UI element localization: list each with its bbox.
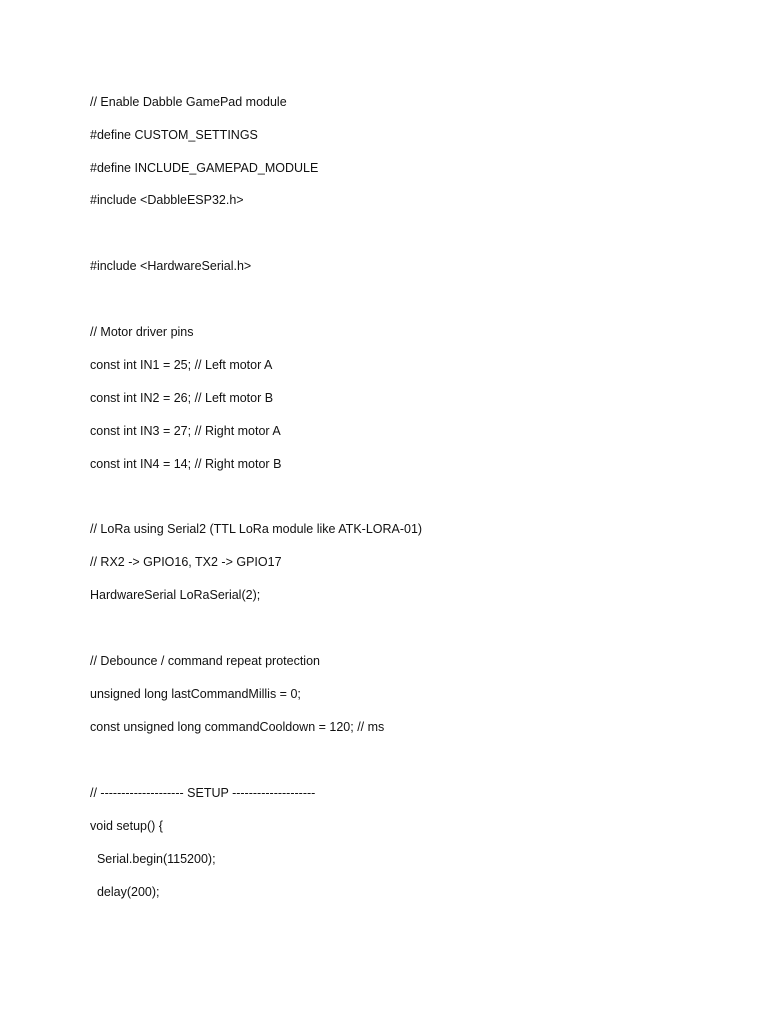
code-line: const int IN2 = 26; // Left motor B	[90, 391, 274, 405]
code-line: void setup() {	[90, 819, 163, 833]
code-line: #include <HardwareSerial.h>	[90, 259, 252, 273]
code-line: const int IN1 = 25; // Left motor A	[90, 358, 273, 372]
code-line: // LoRa using Serial2 (TTL LoRa module like ATK-LORA-01)	[90, 522, 423, 536]
code-line: #define INCLUDE_GAMEPAD_MODULE	[90, 161, 319, 175]
code-line: // Enable Dabble GamePad module	[90, 95, 287, 109]
code-line: // RX2 -> GPIO16, TX2 -> GPIO17	[90, 555, 282, 569]
code-line: // Motor driver pins	[90, 325, 194, 339]
code-line: const unsigned long commandCooldown = 120; // ms	[90, 720, 385, 734]
code-line: Serial.begin(115200);	[90, 852, 216, 866]
code-line: unsigned long lastCommandMillis = 0;	[90, 687, 301, 701]
code-line: delay(200);	[90, 885, 160, 899]
code-line: // -------------------- SETUP --------------------	[90, 786, 316, 800]
code-line: // Debounce / command repeat protection	[90, 654, 320, 668]
code-line: #define CUSTOM_SETTINGS	[90, 128, 258, 142]
code-line: const int IN4 = 14; // Right motor B	[90, 457, 282, 471]
code-line: const int IN3 = 27; // Right motor A	[90, 424, 281, 438]
code-line: HardwareSerial LoRaSerial(2);	[90, 588, 261, 602]
code-line: #include <DabbleESP32.h>	[90, 193, 244, 207]
